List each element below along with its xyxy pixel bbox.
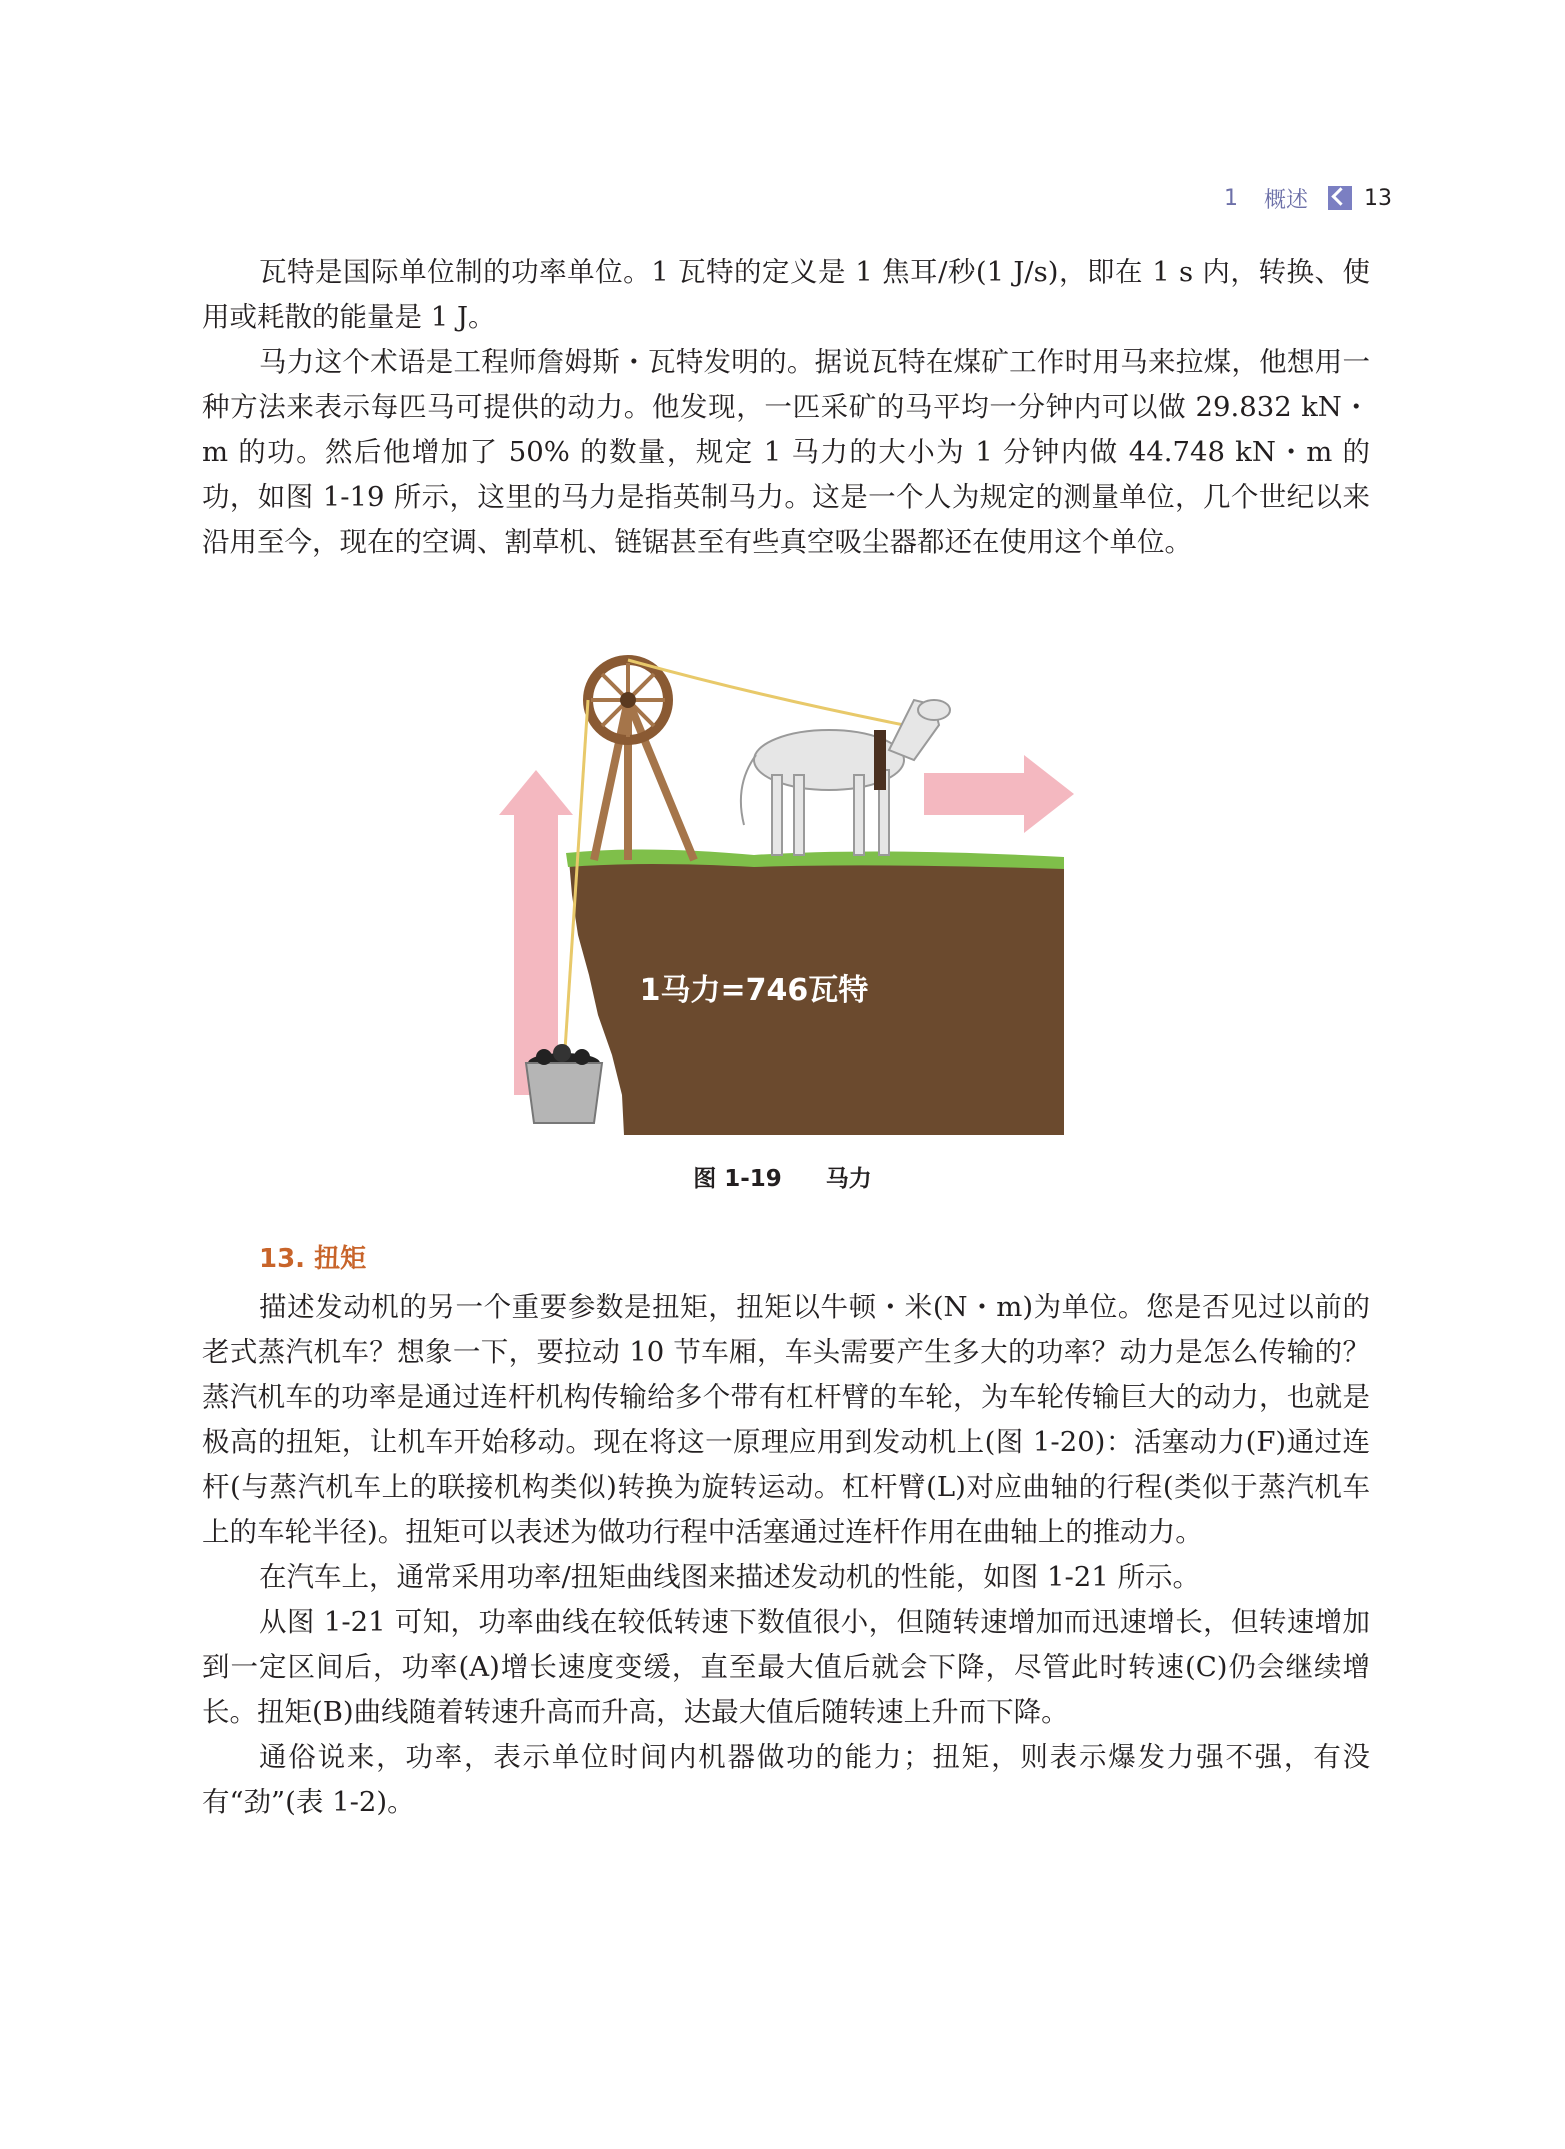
section-title: 13. 扭矩	[259, 1244, 367, 1274]
horsepower-figure	[494, 655, 1074, 1135]
page-header	[1224, 183, 1424, 213]
figure-label: 1马力=746瓦特	[639, 973, 869, 1008]
paragraph-curve-detail: 从图 1-21 可知，功率曲线在较低转速下数值很小，但随转速增加而迅速增长，但转速增加到一定区间后，功率(A)增长速度变缓，直至最大值后就会下降，尽管此时转速(C)仍会继续增长。扭矩(B)曲线随着转速升高而升高，达最大值后随转速上升而下降。	[202, 1606, 1370, 1728]
paragraph-watt-definition: 瓦特是国际单位制的功率单位。1 瓦特的定义是 1 焦耳/秒(1 J/s)，即在 1 s 内，转换、使用或耗散的能量是 1 J。	[202, 256, 1370, 333]
pulley-frame	[594, 700, 694, 860]
page-number: 13	[1364, 185, 1393, 211]
paragraph-torque-intro: 描述发动机的另一个重要参数是扭矩，扭矩以牛顿・米(N・m)为单位。您是否见过以前的老式蒸汽机车？想象一下，要拉动 10 节车厢，车头需要产生多大的功率？动力是怎么传输的？蒸汽机车的功率是通过连杆机构传输给多个带有杠杆臂的车轮，为车轮传输巨大的动力，也就是极高的扭矩，让机车开始移动。现在将这一原理应用到发动机上(图 1-20)：活塞动力(F)通过连杆(与蒸汽机车上的联接机构类似)转换为旋转运动。杠杆臂(L)对应曲轴的行程(类似于蒸汽机车上的车轮半径)。扭矩可以表述为做功行程中活塞通过连杆作用在曲轴上的推动力。	[202, 1291, 1370, 1548]
coal-bucket-icon	[526, 1044, 602, 1123]
right-arrow-icon	[924, 755, 1074, 833]
paragraph-horsepower-history: 马力这个术语是工程师詹姆斯・瓦特发明的。据说瓦特在煤矿工作时用马来拉煤，他想用一种方法来表示每匹马可提供的动力。他发现，一匹采矿的马平均一分钟内可以做 29.832 kN・m 的功。然后他增加了 50% 的数量，规定 1 马力的大小为 1 分钟内做 44.748 kN・m 的功，如图 1-19 所示，这里的马力是指英制马力。这是一个人为规定的测量单位，几个世纪以来沿用至今，现在的空调、割草机、链锯甚至有些真空吸尘器都还在使用这个单位。	[202, 346, 1370, 558]
torque-text	[202, 1285, 1370, 1825]
intro-text	[202, 250, 1370, 565]
chapter-title: 概述	[1264, 187, 1309, 213]
figure-caption	[0, 1160, 1565, 1193]
chapter-marker-icon	[1328, 186, 1352, 210]
pulley-wheel-icon	[588, 660, 668, 740]
horsepower-illustration	[494, 655, 1074, 1135]
caption-number: 图 1-19	[693, 1166, 782, 1192]
caption-title: 马力	[825, 1166, 872, 1192]
chapter-number: 1	[1224, 185, 1238, 211]
paragraph-summary: 通俗说来，功率，表示单位时间内机器做功的能力；扭矩，则表示爆发力强不强，有没有“劲”(表 1-2)。	[202, 1741, 1370, 1818]
horse-harness	[874, 730, 886, 790]
horse-icon	[741, 700, 950, 855]
paragraph-curve-intro: 在汽车上，通常采用功率/扭矩曲线图来描述发动机的性能，如图 1-21 所示。	[259, 1561, 1201, 1593]
